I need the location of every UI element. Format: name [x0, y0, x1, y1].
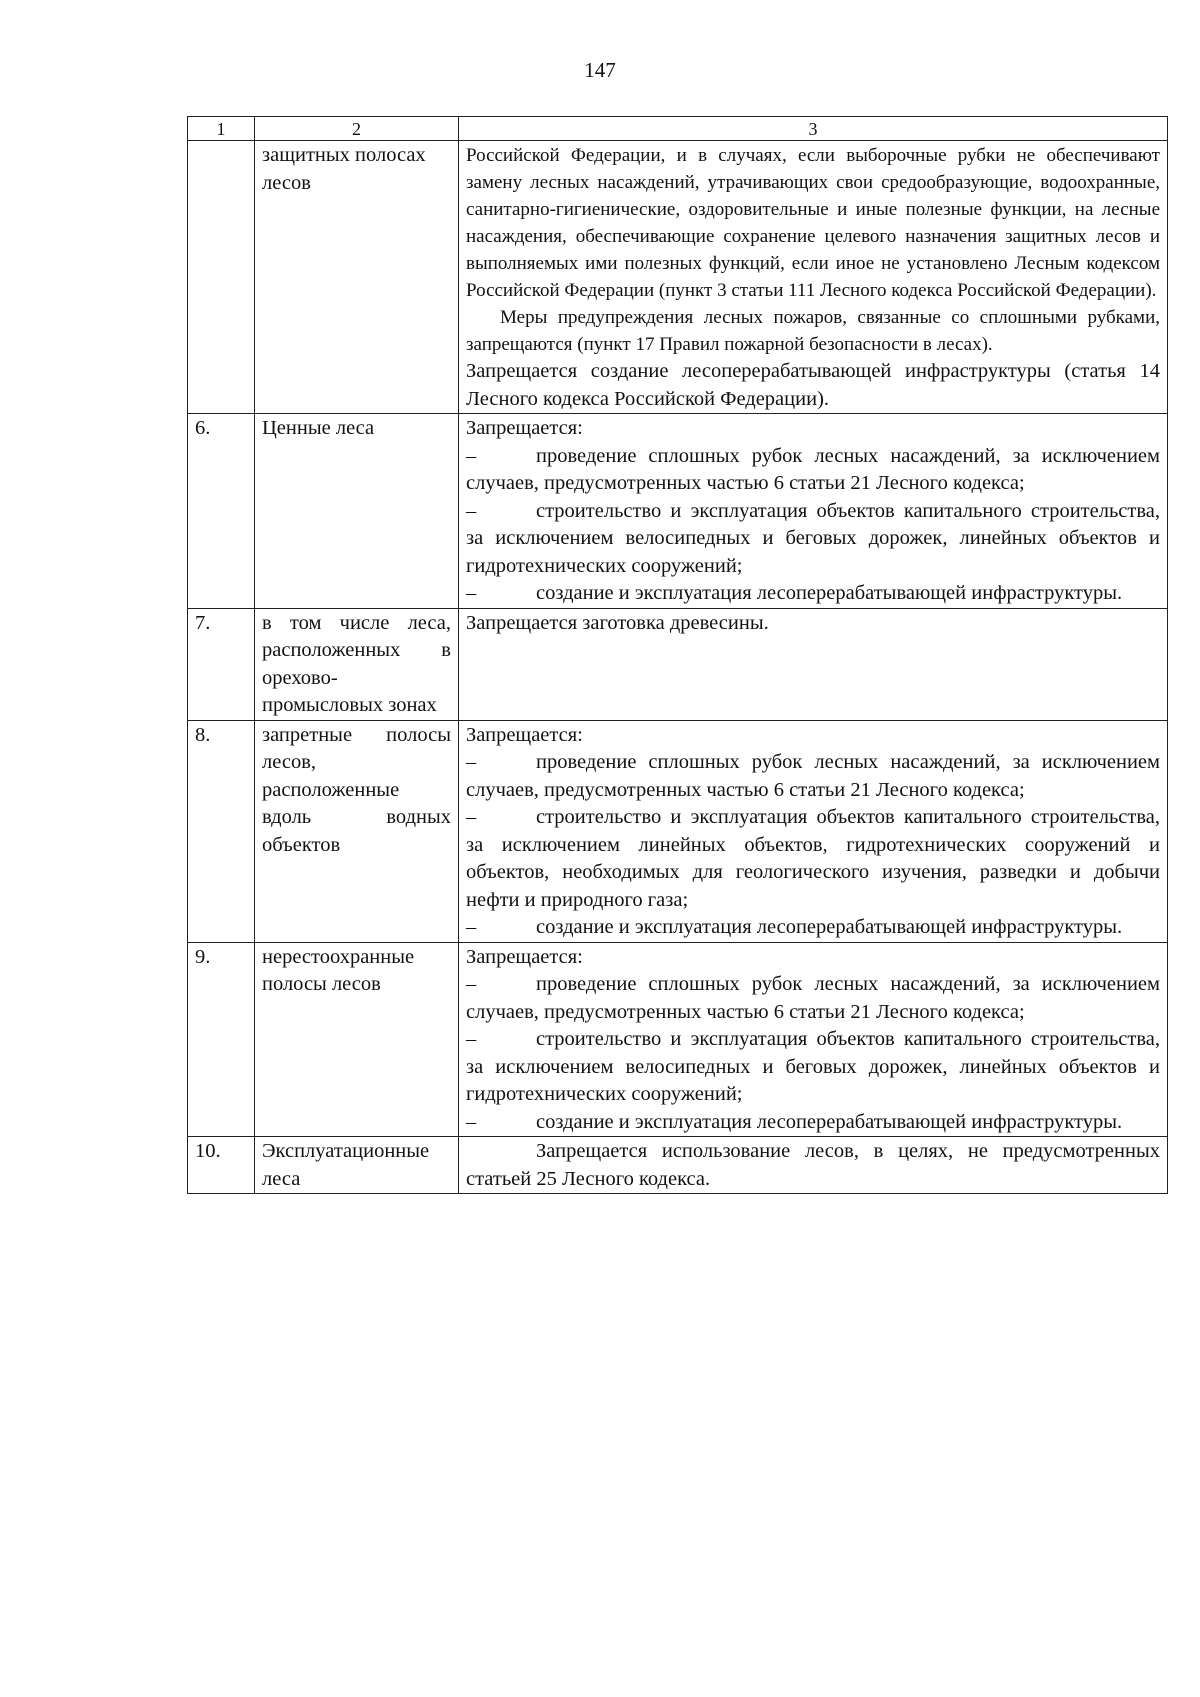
restrictions-cell	[459, 141, 1168, 414]
bullet-text: создание и эксплуатация лесоперерабатывающей инфраструктуры.	[536, 582, 1123, 604]
dash-marker: –	[466, 916, 477, 938]
restrictions-cell	[459, 414, 1168, 609]
row-number	[188, 141, 255, 414]
bullet-text: строительство и эксплуатация объектов капитального строительства, за исключением велосипедных и беговых дорожек, линейных объектов и гидротехнических сооружений;	[466, 499, 1160, 577]
forest-category: защитных полосах лесов	[255, 141, 459, 414]
bullet-paragraph	[466, 1026, 1160, 1109]
table-row	[188, 720, 1168, 942]
bullet-text: проведение сплошных рубок лесных насаждений, за исключением случаев, предусмотренных частью 6 статьи 21 Лесного кодекса;	[466, 973, 1160, 1023]
paragraph: Запрещается создание лесоперерабатывающей инфраструктуры (статья 14 Лесного кодекса Российской Федерации).	[466, 360, 1160, 410]
table-row	[188, 608, 1168, 720]
dash-marker: –	[466, 806, 477, 828]
bullet-text: создание и эксплуатация лесоперерабатывающей инфраструктуры.	[536, 1110, 1123, 1133]
forest-category: Эксплуатационные леса	[255, 1137, 459, 1194]
dash-marker: –	[466, 1110, 477, 1133]
forest-category: в том числе леса, расположенных в орехово-промысловых зонах	[255, 608, 459, 720]
table-row	[188, 414, 1168, 609]
row-number: 6.	[188, 414, 255, 609]
bullet-paragraph	[466, 1109, 1160, 1137]
header-cell-2: 2	[255, 117, 459, 141]
bullet-paragraph	[466, 971, 1160, 1026]
restrictions-cell	[459, 608, 1168, 720]
paragraph: Запрещается использование лесов, в целях, не предусмотренных статьей 25 Лесного кодекса.	[466, 1140, 1160, 1190]
bullet-paragraph	[466, 580, 1160, 608]
dash-marker: –	[466, 582, 477, 604]
bullet-text: строительство и эксплуатация объектов капитального строительства, за исключением велосипедных и беговых дорожек, линейных объектов и гидротехнических сооружений;	[466, 1028, 1160, 1105]
bullet-text: проведение сплошных рубок лесных насаждений, за исключением случаев, предусмотренных частью 6 статьи 21 Лесного кодекса;	[466, 751, 1160, 801]
bullet-text: создание и эксплуатация лесоперерабатывающей инфраструктуры.	[536, 916, 1123, 938]
row-number: 9.	[188, 942, 255, 1137]
table-row	[188, 1137, 1168, 1194]
paragraph: Российской Федерации, и в случаях, если выборочные рубки не обеспечивают замену лесных насаждений, утрачивающих свои средообразующие, водоохранные, санитарно-гигиенические, оздоровительные и иные полезные функции, на лесные насаждения, обеспечивающие сохранение целевого назначения защитных лесов и выполняемых ими полезных функций, если иное не установлено Лесным кодексом Российской Федерации (пункт 3 статьи 111 Лесного кодекса Российской Федерации).	[466, 145, 1160, 301]
page-number: 147	[584, 58, 616, 82]
forest-category: нерестоохранные полосы лесов	[255, 942, 459, 1137]
dash-marker: –	[466, 499, 477, 522]
forest-category: Ценные леса	[255, 414, 459, 609]
header-cell-1: 1	[188, 117, 255, 141]
paragraph: Запрещается:	[466, 417, 583, 439]
paragraph: Запрещается заготовка древесины.	[466, 611, 769, 634]
restrictions-table	[187, 116, 1168, 1194]
forest-category: запретные полосы лесов, расположенные вдоль водных объектов	[255, 720, 459, 942]
dash-marker: –	[466, 751, 477, 773]
restrictions-cell	[459, 720, 1168, 942]
restrictions-cell	[459, 942, 1168, 1137]
bullet-text: строительство и эксплуатация объектов капитального строительства, за исключением линейных объектов, гидротехнических сооружений и объектов, необходимых для геологического изучения, разведки и добычи нефти и природного газа;	[466, 806, 1160, 911]
paragraph: Запрещается:	[466, 723, 583, 746]
header-cell-3: 3	[459, 117, 1168, 141]
dash-marker: –	[466, 973, 477, 995]
row-number: 7.	[188, 608, 255, 720]
dash-marker: –	[466, 444, 477, 467]
row-number: 10.	[188, 1137, 255, 1194]
table-header-row	[188, 117, 1168, 141]
dash-marker: –	[466, 1028, 477, 1050]
table-row	[188, 141, 1168, 414]
paragraph: Меры предупреждения лесных пожаров, связанные со сплошными рубками, запрещаются (пункт 17 Правил пожарной безопасности в лесах).	[466, 307, 1160, 355]
paragraph: Запрещается:	[466, 945, 583, 968]
bullet-paragraph	[466, 914, 1160, 942]
bullet-paragraph	[466, 804, 1160, 914]
bullet-paragraph	[466, 443, 1160, 498]
table-row	[188, 942, 1168, 1137]
bullet-paragraph	[466, 498, 1160, 581]
bullet-text: проведение сплошных рубок лесных насаждений, за исключением случаев, предусмотренных частью 6 статьи 21 Лесного кодекса;	[466, 444, 1160, 494]
bullet-paragraph	[466, 749, 1160, 804]
row-number: 8.	[188, 720, 255, 942]
restrictions-cell	[459, 1137, 1168, 1194]
